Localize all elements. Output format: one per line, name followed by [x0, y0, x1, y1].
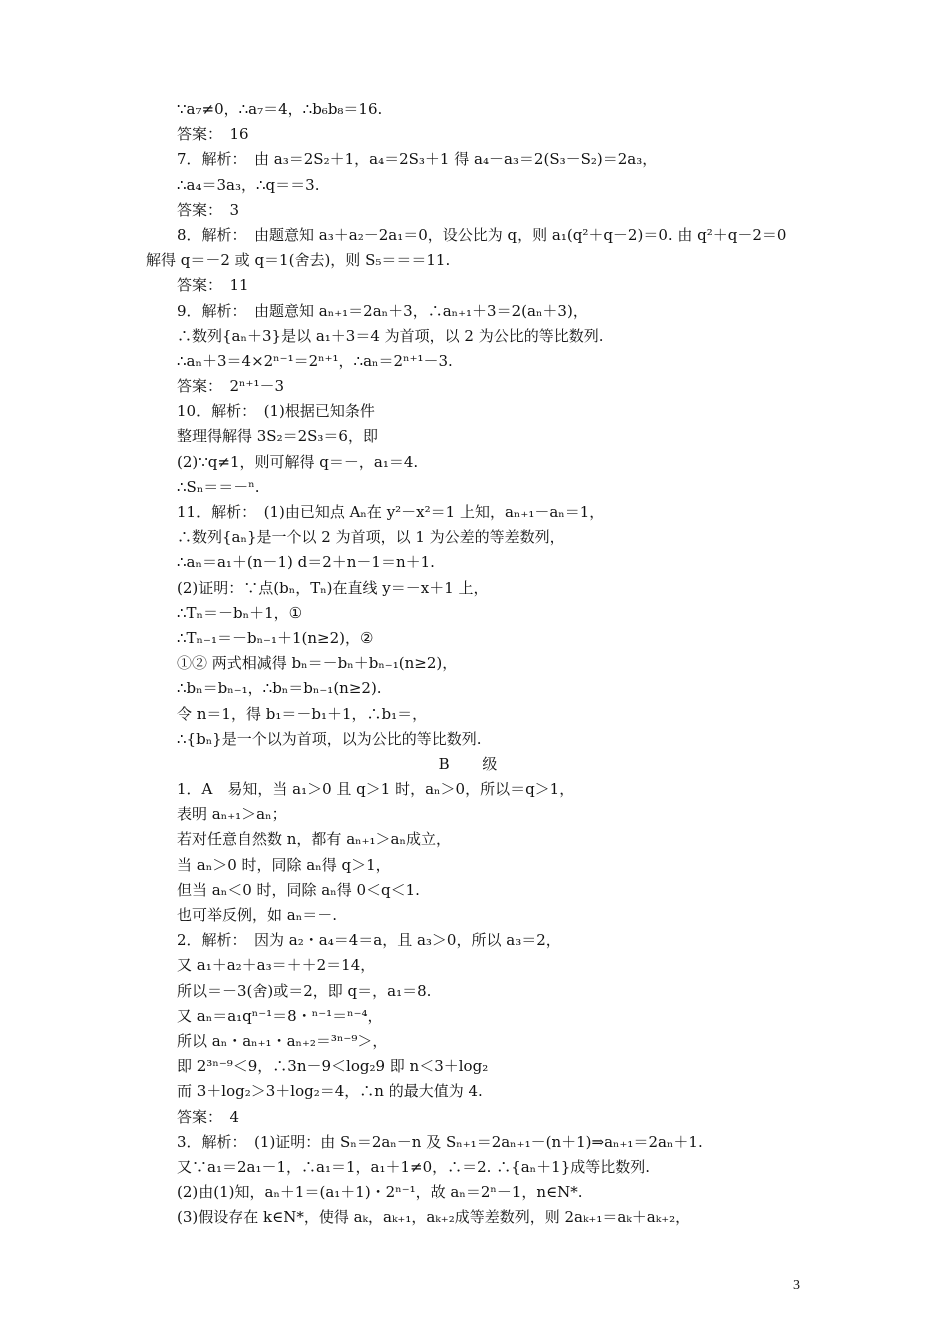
text-line: ∴数列{aₙ}是一个以 2 为首项，以 1 为公差的等差数列， — [177, 528, 565, 547]
text-line: 答案： 4 — [177, 1107, 240, 1126]
text-line: (2)∵q≠1，则可解得 q＝－，a₁＝4. — [177, 452, 419, 471]
text-line: 令 n＝1，得 b₁＝－b₁＋1，∴b₁＝， — [177, 704, 428, 723]
text-line: ①② 两式相减得 bₙ＝－bₙ＋bₙ₋₁(n≥2)， — [177, 654, 458, 673]
text-line: 11．解析： (1)由已知点 Aₙ在 y²－x²＝1 上知，aₙ₊₁－aₙ＝1， — [177, 503, 605, 521]
text-line: 又 a₁＋a₂＋a₃＝＋＋2＝14， — [177, 956, 376, 975]
text-line: 答案： 11 — [177, 276, 249, 295]
text-line: (2)由(1)知，aₙ＋1＝(a₁＋1)・2ⁿ⁻¹，故 aₙ＝2ⁿ－1，n∈N*. — [177, 1183, 583, 1202]
text-line: 1．A 易知，当 a₁＞0 且 q＞1 时，aₙ＞0，所以＝q＞1， — [177, 780, 575, 799]
text-line: 当 aₙ＞0 时，同除 aₙ得 q＞1， — [177, 855, 391, 874]
text-line: 解得 q＝－2 或 q＝1(舍去)，则 S₅＝＝＝11. — [146, 251, 451, 270]
text-line: 2．解析： 因为 a₂・a₄＝4＝a，且 a₃＞0，所以 a₃＝2， — [177, 931, 561, 950]
text-line: 也可举反例，如 aₙ＝－. — [177, 906, 337, 924]
text-line: 又∵a₁＝2a₁－1，∴a₁＝1，a₁＋1≠0，∴＝2. ∴{aₙ＋1}成等比数列. — [177, 1157, 651, 1176]
section-heading: B 级 — [438, 754, 512, 773]
text-line: 表明 aₙ₊₁＞aₙ； — [177, 805, 287, 824]
text-line: 7．解析： 由 a₃＝2S₂＋1，a₄＝2S₃＋1 得 a₄－a₃＝2(S₃－S₂)＝2a₃， — [177, 150, 658, 169]
text-line: 答案： 16 — [177, 125, 249, 144]
text-line: 所以 aₙ・aₙ₊₁・aₙ₊₂＝³ⁿ⁻⁹＞， — [177, 1031, 388, 1050]
text-line: 9．解析： 由题意知 aₙ₊₁＝2aₙ＋3，∴aₙ₊₁＋3＝2(aₙ＋3)， — [177, 301, 588, 320]
text-line: 整理得解得 3S₂＝2S₃＝6，即 — [177, 427, 378, 446]
text-line: 答案： 2ⁿ⁺¹－3 — [177, 377, 285, 396]
text-line: 8．解析： 由题意知 a₃＋a₂－2a₁＝0，设公比为 q，则 a₁(q²＋q－2)＝0. 由 q²＋q－2＝0 — [177, 225, 787, 244]
text-line: ∴Sₙ＝＝－ⁿ. — [177, 477, 260, 496]
text-line: ∴aₙ＋3＝4×2ⁿ⁻¹＝2ⁿ⁺¹，∴aₙ＝2ⁿ⁺¹－3. — [177, 351, 453, 370]
text-line: ∴aₙ＝a₁＋(n－1) d＝2＋n－1＝n＋1. — [177, 553, 435, 572]
text-line: 即 2³ⁿ⁻⁹＜9，∴3n－9＜log₂9 即 n＜3＋log₂ — [177, 1057, 489, 1076]
text-line: ∴Tₙ₋₁＝－bₙ₋₁＋1(n≥2)，② — [177, 628, 374, 647]
text-line: 而 3＋log₂＞3＋log₂＝4，∴n 的最大值为 4. — [177, 1082, 483, 1101]
text-line: 所以＝－3(舍)或＝2，即 q＝，a₁＝8. — [177, 981, 432, 1000]
text-line: ∴Tₙ＝－bₙ＋1，① — [177, 603, 303, 622]
text-line: 又 aₙ＝a₁qⁿ⁻¹＝8・ⁿ⁻¹＝ⁿ⁻⁴， — [177, 1006, 383, 1025]
text-line: (3)假设存在 k∈N*，使得 aₖ，aₖ₊₁，aₖ₊₂成等差数列，则 2aₖ₊₁＝aₖ＋aₖ₊₂， — [177, 1208, 691, 1227]
text-line: 若对任意自然数 n，都有 aₙ₊₁＞aₙ成立， — [177, 830, 451, 849]
text-line: 3．解析： (1)证明：由 Sₙ＝2aₙ－n 及 Sₙ₊₁＝2aₙ₊₁－(n＋1)⇒aₙ₊₁＝2aₙ＋1. — [177, 1132, 703, 1151]
text-line: (2)证明：∵点(bₙ，Tₙ)在直线 y＝－x＋1 上， — [177, 578, 489, 597]
text-line: 答案： 3 — [177, 200, 240, 219]
text-line: ∴{bₙ}是一个以为首项，以为公比的等比数列. — [177, 729, 482, 748]
text-line: ∴a₄＝3a₃，∴q＝＝3. — [177, 175, 320, 194]
text-line: 但当 aₙ＜0 时，同除 aₙ得 0＜q＜1. — [177, 880, 420, 899]
text-line: ∵a₇≠0，∴a₇＝4，∴b₆b₈＝16. — [177, 100, 383, 118]
text-line: ∴数列{aₙ＋3}是以 a₁＋3＝4 为首项，以 2 为公比的等比数列. — [177, 326, 604, 345]
page-number: 3 — [793, 1278, 800, 1293]
text-line: 10．解析： (1)根据已知条件 — [177, 402, 375, 421]
text-line: ∴bₙ＝bₙ₋₁，∴bₙ＝bₙ₋₁(n≥2). — [177, 679, 382, 698]
text-body — [0, 97, 950, 1230]
